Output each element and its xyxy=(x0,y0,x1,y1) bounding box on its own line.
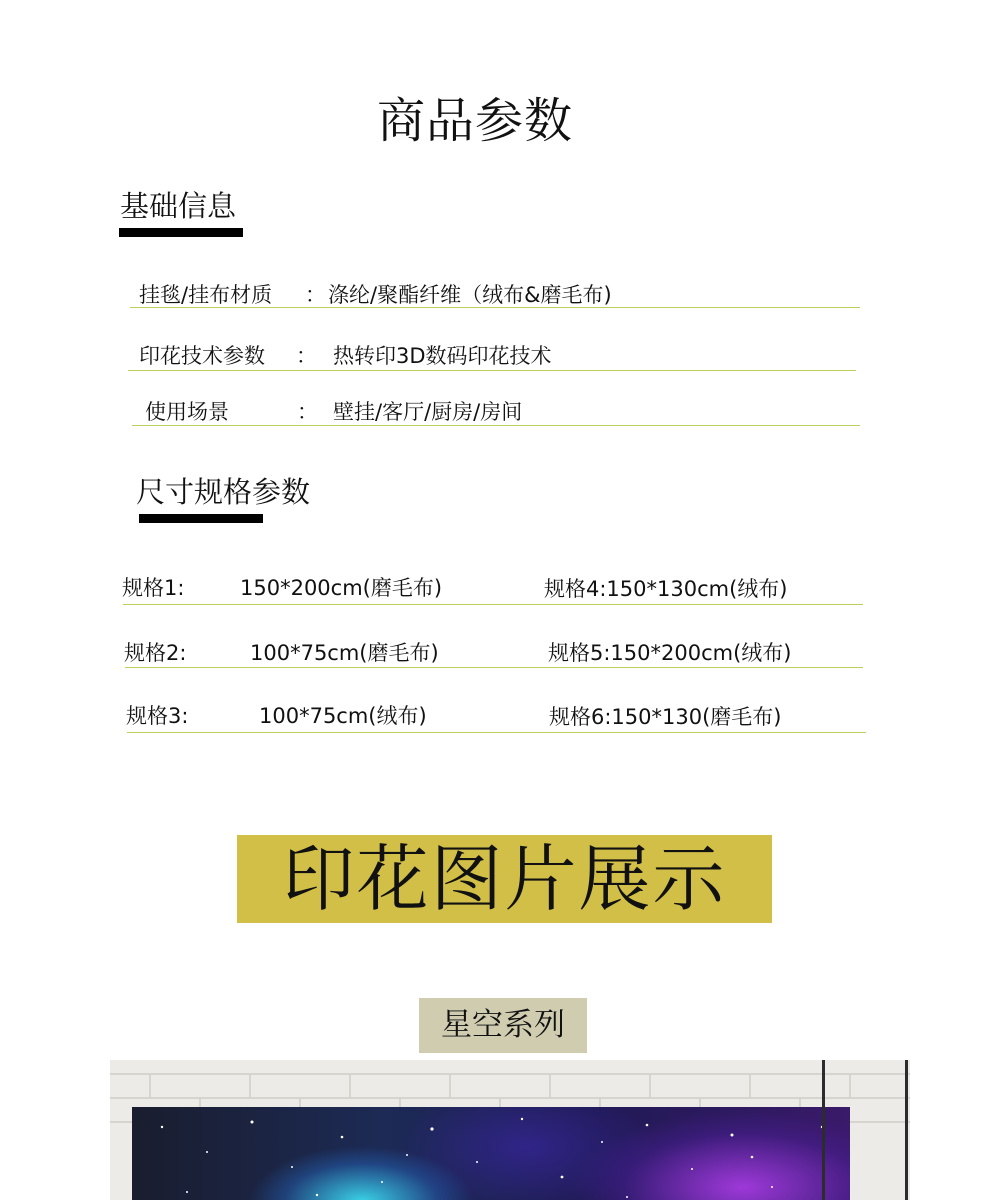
spec-1-label: 规格1: xyxy=(122,576,185,600)
size-spec-title-bar xyxy=(139,514,263,523)
tapestry-hanger-rod xyxy=(905,1060,908,1200)
star-field xyxy=(132,1107,850,1200)
size-spec-title: 尺寸规格参数 xyxy=(136,475,311,509)
material-label: 挂毯/挂布材质 xyxy=(139,283,273,307)
basic-info-title-bar xyxy=(119,228,243,237)
spec-5: 规格5:150*200cm(绒布) xyxy=(548,641,792,665)
galaxy-tapestry-photo xyxy=(110,1060,910,1200)
usage-value: 壁挂/客厅/厨房/房间 xyxy=(333,400,523,424)
divider-rule xyxy=(125,667,863,668)
material-separator: ： xyxy=(305,283,326,307)
divider-rule xyxy=(128,370,856,371)
print-tech-value: 热转印3D数码印花技术 xyxy=(333,344,552,368)
print-tech-separator: ： xyxy=(296,344,317,368)
spec-4: 规格4:150*130cm(绒布) xyxy=(544,577,788,601)
divider-rule xyxy=(130,307,860,308)
spec-3-label: 规格3: xyxy=(126,704,189,728)
spec-2-label: 规格2: xyxy=(124,641,187,665)
print-tech-label: 印花技术参数 xyxy=(139,344,265,368)
galaxy-tapestry xyxy=(132,1107,850,1200)
divider-rule xyxy=(123,604,863,605)
usage-label: 使用场景 xyxy=(145,400,229,424)
spec-1-value: 150*200cm(磨毛布) xyxy=(240,576,443,600)
tapestry-hanger-rod xyxy=(822,1060,825,1200)
basic-info-title: 基础信息 xyxy=(120,189,237,223)
starry-series-label: 星空系列 xyxy=(419,998,587,1053)
spec-6: 规格6:150*130(磨毛布) xyxy=(549,705,782,729)
usage-separator: ： xyxy=(297,400,318,424)
spec-3-value: 100*75cm(绒布) xyxy=(259,704,427,728)
print-showcase-banner: 印花图片展示 xyxy=(237,835,772,923)
divider-rule xyxy=(127,732,866,733)
page-title: 商品参数 xyxy=(376,93,573,149)
divider-rule xyxy=(132,425,860,426)
spec-2-value: 100*75cm(磨毛布) xyxy=(250,641,439,665)
material-value: 涤纶/聚酯纤维（绒布&磨毛布) xyxy=(328,283,612,307)
